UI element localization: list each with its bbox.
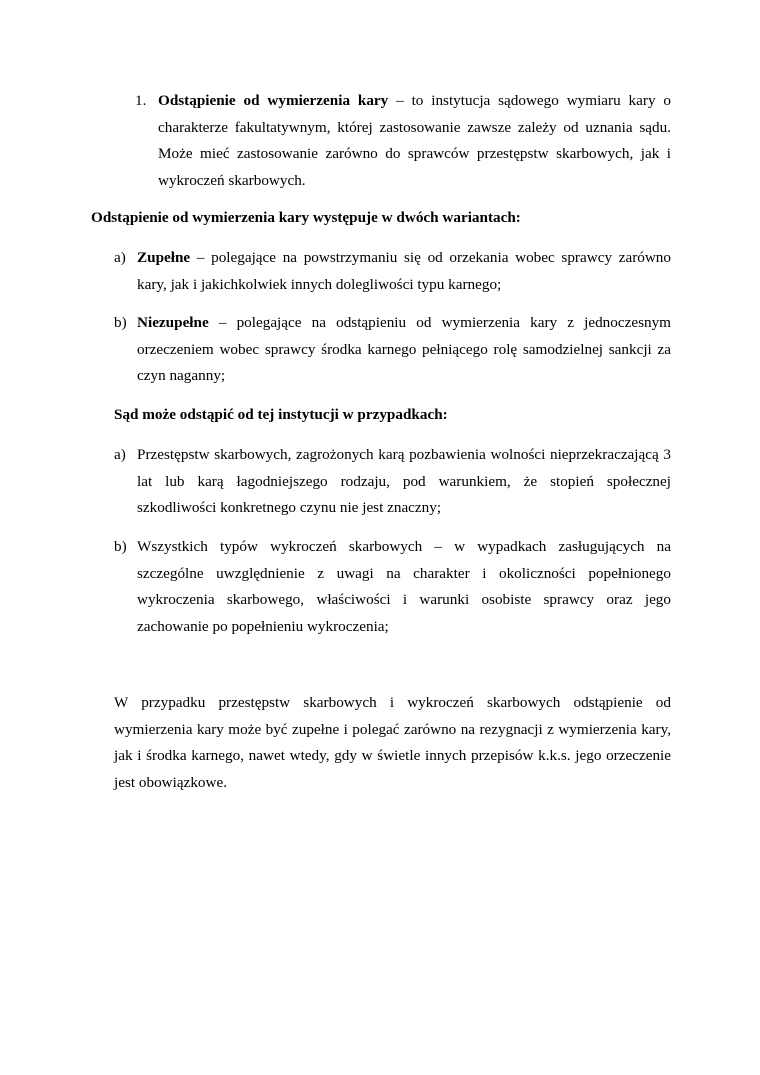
variant-item-b	[114, 310, 671, 390]
variant-item-body	[137, 245, 671, 298]
list-number: 1.	[135, 92, 147, 109]
numbered-item-1	[135, 88, 671, 194]
term-bold: Zupełne	[137, 249, 191, 266]
case-item-b	[114, 534, 671, 640]
variant-item-body	[137, 310, 671, 390]
list-marker: b)	[114, 538, 127, 555]
case-item-body: Wszystkich typów wykroczeń skarbowych – w wypadkach zasługujących na szczególne uwzględnienie z uwagi na charakter i okoliczności popełnionego wykroczenia skarbowego, właściwości i warunki osobiste sprawcy oraz jego zachowanie po popełnieniu wykroczenia;	[137, 538, 671, 635]
case-item-a	[114, 442, 671, 522]
list-marker: a)	[114, 446, 126, 463]
variants-heading: Odstąpienie od wymierzenia kary występuje w dwóch wariantach:	[91, 209, 521, 226]
list-marker: b)	[114, 314, 127, 331]
term-bold: Niezupełne	[137, 314, 209, 331]
case-item-body: Przestępstw skarbowych, zagrożonych karą pozbawienia wolności nieprzekraczającą 3 lat lub karą łagodniejszego rodzaju, pod warunkiem, że stopień społecznej szkodliwości konkretnego czynu nie jest znaczny;	[137, 446, 671, 516]
definition-text: – to instytucja sądowego wymiaru kary o charakterze fakultatywnym, której zastosowanie zawsze zależy od uznania sądu. Może mieć zastosowanie zarówno do sprawców przestępstw skarbowych, jak i wykroczeń skarbowych.	[158, 92, 671, 189]
numbered-item-body	[158, 88, 671, 194]
variant-text: – polegające na odstąpieniu od wymierzenia kary z jednoczesnym orzeczeniem wobec sprawcy środka karnego pełniącego rolę samodzielnej sankcji za czyn naganny;	[137, 314, 671, 384]
term-bold: Odstąpienie od wymierzenia kary	[158, 92, 389, 109]
list-marker: a)	[114, 249, 126, 266]
cases-heading: Sąd może odstąpić od tej instytucji w przypadkach:	[114, 406, 448, 423]
variant-text: – polegające na powstrzymaniu się od orzekania wobec sprawcy zarówno kary, jak i jakichkolwiek innych dolegliwości typu karnego;	[137, 249, 671, 293]
closing-paragraph: W przypadku przestępstw skarbowych i wykroczeń skarbowych odstąpienie od wymierzenia kary może być zupełne i polegać zarówno na rezygnacji z wymierzenia kary, jak i środka karnego, nawet wtedy, gdy w świetle innych przepisów k.k.s. jego orzeczenie jest obowiązkowe.	[114, 694, 671, 791]
variant-item-a	[114, 245, 671, 298]
